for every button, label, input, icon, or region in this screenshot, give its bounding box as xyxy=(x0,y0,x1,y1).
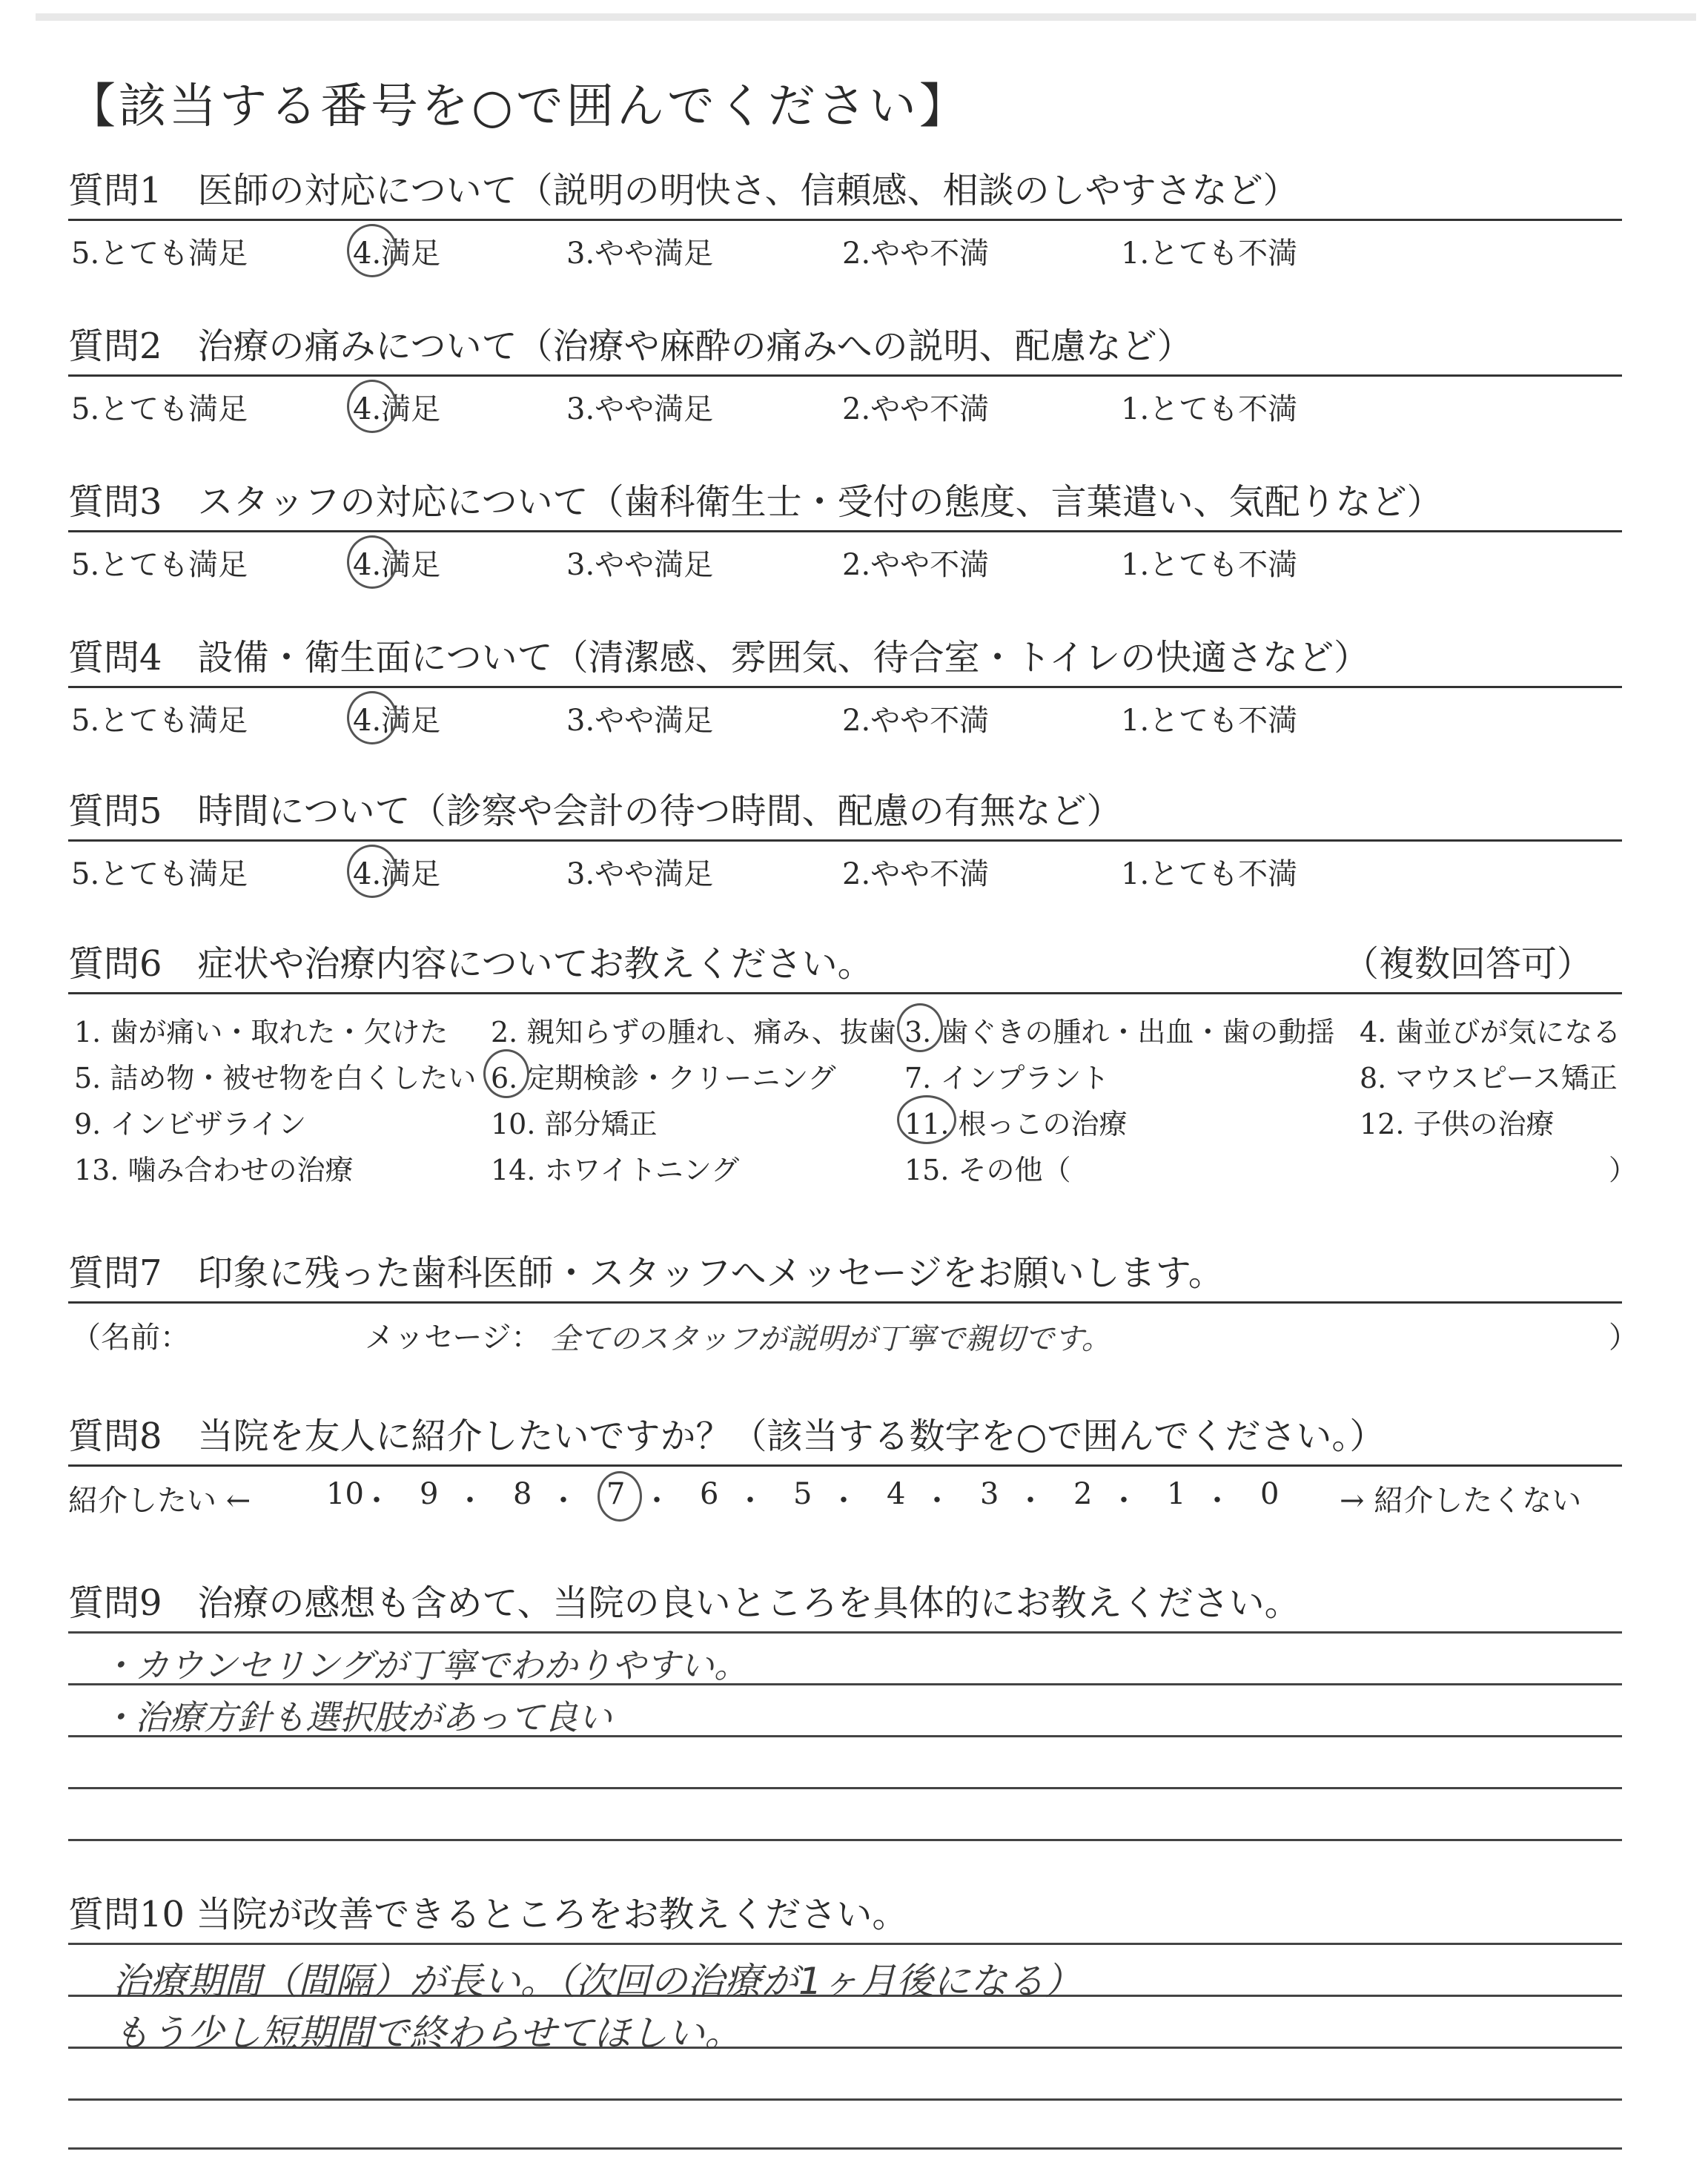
rating-option[interactable]: 2.やや不満 xyxy=(842,704,990,738)
question-5 xyxy=(68,787,1622,891)
q10-answer-1: 治療期間（間隔）が長い。（次回の治療が1ヶ月後になる） xyxy=(113,1960,1082,2003)
rating-option[interactable]: 5.とても満足 xyxy=(71,237,248,271)
rating-option[interactable]: 5.とても満足 xyxy=(71,857,248,891)
question-3 xyxy=(68,478,1622,582)
symptom-option[interactable]: 10. 部分矯正 xyxy=(491,1108,658,1140)
answer-line xyxy=(68,1943,1622,1945)
selection-circle xyxy=(897,1095,956,1144)
selection-circle xyxy=(347,380,397,433)
rating-option[interactable]: 1.とても不満 xyxy=(1121,857,1298,891)
rating-options xyxy=(68,688,1622,738)
question-6 xyxy=(68,940,1638,1195)
symptom-option[interactable]: 7. インプラント xyxy=(904,1062,1110,1094)
message-close-paren: ） xyxy=(1609,1321,1638,1355)
name-label: （名前： xyxy=(71,1321,190,1355)
rating-option[interactable]: 2.やや不満 xyxy=(842,237,990,271)
question-10 xyxy=(68,1891,1622,2153)
scale-number[interactable]: 9 xyxy=(420,1477,439,1511)
message-line xyxy=(68,1304,1638,1356)
symptom-option[interactable]: 5. 詰め物・被せ物を白くしたい xyxy=(74,1062,477,1094)
q9-answer-1: ・カウンセリングが丁寧でわかりやすい。 xyxy=(101,1645,749,1685)
question-10-title: 質問10 当院が改善できるところをお教えください。 xyxy=(68,1894,908,1935)
rating-option[interactable]: 4.満足 xyxy=(353,704,441,738)
scale-number[interactable]: 8 xyxy=(513,1477,532,1511)
answer-line xyxy=(68,2098,1622,2101)
question-title: 質問1 医師の対応について（説明の明快さ、信頼感、相談のしやすさなど） xyxy=(68,170,1299,211)
answer-line xyxy=(68,1631,1622,1634)
symptom-option[interactable]: 15. その他（ xyxy=(904,1154,1071,1186)
question-title: 質問2 治療の痛みについて（治療や麻酔の痛みへの説明、配慮など） xyxy=(68,326,1193,367)
question-7-title: 質問7 印象に残った歯科医師・スタッフへメッセージをお願いします。 xyxy=(68,1252,1224,1294)
rating-option[interactable]: 2.やや不満 xyxy=(842,857,990,891)
scale-number[interactable]: 7 xyxy=(606,1477,626,1511)
rating-options xyxy=(68,377,1622,426)
question-8 xyxy=(68,1413,1622,1519)
rating-option[interactable]: 3.やや満足 xyxy=(566,392,714,426)
answer-line xyxy=(68,1787,1622,1789)
scale-number[interactable]: 0 xyxy=(1260,1477,1280,1511)
question-8-title: 質問8 当院を友人に紹介したいですか？（該当する数字を○で囲んでください。） xyxy=(68,1416,1386,1457)
question-1 xyxy=(68,167,1622,271)
question-6-title: 質問6 症状や治療内容についてお教えください。 （複数回答可） xyxy=(68,940,1622,988)
scale-separator: ・ xyxy=(455,1484,485,1518)
symptom-option[interactable]: 6. 定期検診・クリーニング xyxy=(491,1062,836,1094)
scale-separator: ・ xyxy=(829,1484,858,1518)
question-6-options xyxy=(68,994,1638,1195)
question-9 xyxy=(68,1579,1622,1894)
symptom-option[interactable]: 14. ホワイトニング xyxy=(491,1154,740,1186)
rating-option[interactable]: 3.やや満足 xyxy=(566,704,714,738)
question-7 xyxy=(68,1249,1638,1356)
selection-circle xyxy=(483,1049,529,1098)
scale-separator: ・ xyxy=(1016,1484,1045,1518)
symptom-option[interactable]: 12. 子供の治療 xyxy=(1360,1108,1555,1140)
rating-option[interactable]: 2.やや不満 xyxy=(842,548,990,582)
selection-circle xyxy=(347,845,397,898)
symptom-option[interactable]: 4. 歯並びが気になる xyxy=(1360,1016,1621,1048)
scale-separator: ・ xyxy=(1109,1484,1139,1518)
question-10-answer-area xyxy=(68,1938,1622,2153)
rating-option[interactable]: 4.満足 xyxy=(353,857,441,891)
message-handwritten: 全てのスタッフが説明が丁寧で親切です。 xyxy=(550,1322,1111,1356)
scale-number[interactable]: 2 xyxy=(1073,1477,1093,1511)
q10-answer-2: もう少し短期間で終わらせてほしい。 xyxy=(113,2012,742,2055)
scale-number[interactable]: 1 xyxy=(1167,1477,1186,1511)
multiple-answer-note: （複数回答可） xyxy=(1343,943,1592,985)
selection-circle xyxy=(347,691,397,744)
question-title: 質問4 設備・衛生面について（清潔感、雰囲気、待合室・トイレの快適さなど） xyxy=(68,637,1370,678)
rating-option[interactable]: 4.満足 xyxy=(353,392,441,426)
scale-number[interactable]: 6 xyxy=(700,1477,719,1511)
symptom-option[interactable]: 13. 噛み合わせの治療 xyxy=(74,1154,354,1186)
q9-answer-2: ・治療方針も選択肢があって良い xyxy=(101,1697,612,1737)
rating-option[interactable]: 3.やや満足 xyxy=(566,548,714,582)
scale-number[interactable]: 5 xyxy=(793,1477,812,1511)
selection-circle xyxy=(897,1003,943,1052)
rating-option[interactable]: 3.やや満足 xyxy=(566,237,714,271)
scale-number[interactable]: 4 xyxy=(887,1477,906,1511)
scale-separator: ・ xyxy=(735,1484,765,1518)
page-heading: 【該当する番号を○で囲んでください】 xyxy=(68,79,970,134)
symptom-option[interactable]: 1. 歯が痛い・取れた・欠けた xyxy=(74,1016,448,1048)
rating-options xyxy=(68,842,1622,891)
scale-right-label: → 紹介したくない xyxy=(1340,1484,1582,1518)
symptom-option[interactable]: 2. 親知らずの腫れ、痛み、抜歯 xyxy=(491,1016,896,1048)
selection-circle xyxy=(598,1471,642,1522)
rating-option[interactable]: 3.やや満足 xyxy=(566,857,714,891)
scale-separator: ・ xyxy=(642,1484,672,1518)
question-9-answer-area xyxy=(68,1627,1622,1894)
recommend-scale xyxy=(68,1467,1622,1519)
symptom-option[interactable]: 9. インビザライン xyxy=(74,1108,307,1140)
rating-option[interactable]: 1.とても不満 xyxy=(1121,237,1298,271)
rating-option[interactable]: 4.満足 xyxy=(353,548,441,582)
question-4 xyxy=(68,634,1622,738)
answer-line xyxy=(68,1839,1622,1841)
rating-options xyxy=(68,221,1622,271)
rating-option[interactable]: 4.満足 xyxy=(353,237,441,271)
scale-separator: ・ xyxy=(362,1484,391,1518)
scale-left-label: 紹介したい ← xyxy=(68,1484,251,1518)
rating-option[interactable]: 1.とても不満 xyxy=(1121,548,1298,582)
rating-option[interactable]: 5.とても満足 xyxy=(71,704,248,738)
other-close-paren: ） xyxy=(1609,1154,1638,1186)
selection-circle xyxy=(347,535,397,589)
answer-line xyxy=(68,2147,1622,2150)
scan-edge xyxy=(36,13,1696,21)
rating-option[interactable]: 5.とても満足 xyxy=(71,392,248,426)
rating-option[interactable]: 1.とても不満 xyxy=(1121,704,1298,738)
scale-separator: ・ xyxy=(922,1484,952,1518)
question-title: 質問3 スタッフの対応について（歯科衛生士・受付の態度、言葉遣い、気配りなど） xyxy=(68,481,1443,523)
question-title: 質問5 時間について（診察や会計の待つ時間、配慮の有無など） xyxy=(68,790,1122,832)
question-9-title: 質問9 治療の感想も含めて、当院の良いところを具体的にお教えください。 xyxy=(68,1582,1300,1624)
rating-option[interactable]: 2.やや不満 xyxy=(842,392,990,426)
symptom-option[interactable]: 8. マウスピース矯正 xyxy=(1360,1062,1618,1094)
symptom-option[interactable]: 3. 歯ぐきの腫れ・出血・歯の動揺 xyxy=(904,1016,1335,1048)
message-label: メッセージ： xyxy=(365,1321,541,1355)
scale-number[interactable]: 10 xyxy=(326,1477,364,1511)
rating-options xyxy=(68,532,1622,582)
selection-circle xyxy=(347,224,397,277)
question-2 xyxy=(68,323,1622,426)
scale-separator: ・ xyxy=(1202,1484,1232,1518)
scale-number[interactable]: 3 xyxy=(980,1477,999,1511)
scale-separator: ・ xyxy=(549,1484,578,1518)
symptom-option[interactable]: 11. 根っこの治療 xyxy=(904,1108,1128,1140)
rating-option[interactable]: 5.とても満足 xyxy=(71,548,248,582)
rating-option[interactable]: 1.とても不満 xyxy=(1121,392,1298,426)
